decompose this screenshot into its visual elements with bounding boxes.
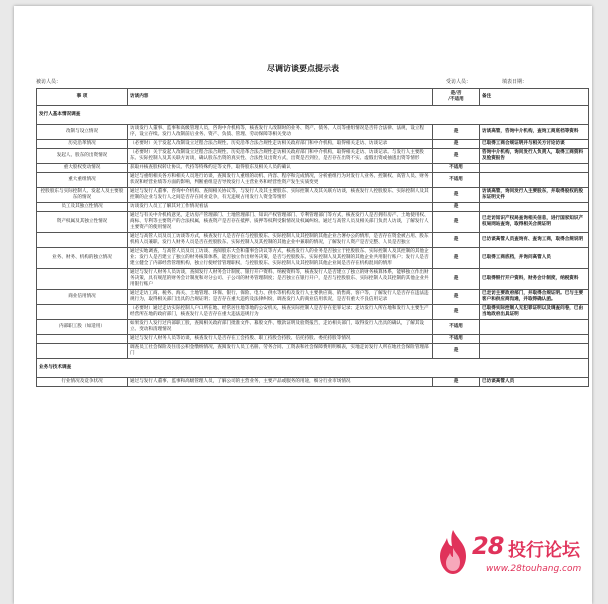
row-remark: 访谈高管，咨询中介机构，查询工商底档等资料 — [480, 125, 589, 140]
row-content: 通过实地调查，与高管人员及员工访谈、查阅股东大会和董事会决议等方式，核查发行人的业务是否独立于控股股东、实际控制人及其控制的其他企业；发行人是否建立了独立的财务核算体系，能否独立作出财务决策，是否与控股股东、实际控制人及其控制的其他企业共用银行账户；发行人是否建立健全了内部经营管理机构，独立行使经营管理职权，与控股股东、实际控制人及其控制的其他企业间是否存在机构混同的情形 — [128, 248, 433, 269]
table-row — [37, 203, 589, 212]
row-yn: 是 — [433, 290, 480, 305]
row-content: 调查员工社会保险及住房公积金缴纳情况，查阅发行人员工名册、劳务合同、工资表和社会保障费用明细表，实地走访发行人所在地社会保险管理部门 — [128, 344, 433, 359]
row-remark: 已取得工商底档，并询问高管人员 — [480, 248, 589, 269]
table-row — [37, 173, 589, 188]
header-yn: 是/否 /不适用 — [433, 89, 480, 106]
table-row — [37, 212, 589, 233]
table-row — [37, 140, 589, 149]
watermark-site: www.28touhang.com — [486, 564, 582, 574]
row-item — [37, 233, 128, 248]
row-yn: 是 — [433, 149, 480, 164]
row-remark: 已访谈高管人员 — [480, 378, 589, 387]
row-item — [37, 305, 128, 320]
row-content: （必要时）关于发起人改制设立过程合法合规性、历史沿革合法合规性走访相关政府部门和中介机构，取得相关走访、访谈记录。与发行人主要股东、实际控制人及其关联方访谈，确认股东出资的真实性、合法性及出资方式，出资是否到位，是否存在出资不实、虚假出资或抽逃出资等情形 — [128, 149, 433, 164]
row-item: 控股股东与实际控制人、发起人及主要股东的情况 — [37, 188, 128, 203]
table-body — [37, 106, 589, 387]
row-content: 通过与高管人员及员工访谈等方式，核查发行人是否存在与控股股东、实际控制人及其控制的其他企业合署办公的情形，是否存在资金被占用、股东机构人员兼职、发行人财务人员是否在控股股东、实际控制人及其控制的其他企业中兼职的情况，了解发行人资产是否完整、人员是否独立 — [128, 233, 433, 248]
section-row — [37, 359, 589, 378]
table-row — [37, 378, 589, 387]
page-title: 尽调访谈要点提示表 — [267, 64, 339, 73]
row-item: 重大股权变动情况 — [37, 164, 128, 173]
row-item: 发起人、股东的出资情况 — [37, 149, 128, 164]
row-yn: 是 — [433, 203, 480, 212]
row-yn: 是 — [433, 305, 480, 320]
row-remark — [480, 173, 589, 188]
row-item: 重大重组情况 — [37, 173, 128, 188]
row-item: 行业情况及竞争状况 — [37, 378, 128, 387]
row-remark: 已取得银行开户资料，财务会计制度，纳税资料 — [480, 269, 589, 290]
row-remark: 已取得工商合规证明并与相关方讨论访谈 — [480, 140, 589, 149]
document-meta — [36, 78, 562, 86]
row-remark — [480, 203, 589, 212]
row-remark: 访谈高管，询问发行人主要股东，并取得股权的股东证明文件 — [480, 188, 589, 203]
row-yn: 是 — [433, 140, 480, 149]
header-remark: 备注 — [480, 89, 589, 106]
row-content: 如果发行人发行过内部职工股，查阅相关政府部门批准文件、募股文件、缴款证明及验资报告，走访相关部门，取得发行人出具的确认，了解其设立、变动和清理情况 — [128, 320, 433, 335]
row-content: 访谈发行人员工了解其对工作情况看法 — [128, 203, 433, 212]
row-item: 资产权属及其独立性情况 — [37, 212, 128, 233]
row-remark: 已走访主要政府部门，并取得合规证明。已与主要客户和供应商沟通，并取得确认函。 — [480, 290, 589, 305]
date-label: 填表日期： — [502, 79, 528, 85]
row-yn: 是 — [433, 233, 480, 248]
row-yn: 不适用 — [433, 335, 480, 344]
row-yn: 是 — [433, 378, 480, 387]
table-row — [37, 344, 589, 359]
row-item: 内部职工股（如适用） — [37, 320, 128, 335]
row-content: 通过与发行人董事、监事和高级管理人员，了解公司的主营业务，主要产品或服务的用途，细分行业市场情况 — [128, 378, 433, 387]
section-title: 业务与技术调查 — [37, 359, 589, 378]
row-remark — [480, 164, 589, 173]
row-content: 通过与发行人财务人员等访谈，核查发行人是否存在工会持股、职工持股会持股、信托持股、委托持股等情况 — [128, 335, 433, 344]
checklist-table — [36, 88, 589, 387]
header-content: 访谈内容 — [128, 89, 433, 106]
document-page — [14, 6, 592, 604]
table-header-row — [37, 89, 589, 106]
row-yn: 是 — [433, 269, 480, 290]
row-yn: 不适用 — [433, 164, 480, 173]
table-row — [37, 164, 589, 173]
section-row — [37, 106, 589, 125]
row-item — [37, 335, 128, 344]
row-remark: 已走访知识产权局查询相关信息，进行国家知识产权局网站查询，取得相关合规证明 — [480, 212, 589, 233]
row-item: 改制与设立情况 — [37, 125, 128, 140]
row-yn: 是 — [433, 344, 480, 359]
row-yn: 是 — [433, 188, 480, 203]
flame-logo-icon — [436, 528, 470, 576]
header-item: 事 项 — [37, 89, 128, 106]
table-row — [37, 248, 589, 269]
row-yn: 是 — [433, 125, 480, 140]
row-item — [37, 344, 128, 359]
row-content: （必要时）关于发起人改制设立过程合法合规性、历史沿革合法合规性走访相关政府部门和中介机构，取得相关走访、访谈记录 — [128, 140, 433, 149]
row-content: 访谈发行人董事、监事和高级管理人员，咨询中介机构等，核查发行人改制时的业务、资产、债务、人员等重组情况是否符合法律、法规，设立程序，设立存续。发行人改制前后业务、资产、负债、管理、劳动保障等相关变动 — [128, 125, 433, 140]
table-row — [37, 233, 589, 248]
row-yn: 不适用 — [433, 173, 480, 188]
table-row — [37, 335, 589, 344]
row-content: 通过与发行人董事、咨询中介机构、查阅相关协议等，与发行人及其主要股东、实际控制人及其关联方访谈，核查发行人控股股东、实际控制人及其控制的企业与发行人之间是否存在同业竞争，有无违规占用发行人资金等情形 — [128, 188, 433, 203]
row-remark — [480, 335, 589, 344]
table-row — [37, 149, 589, 164]
table-row — [37, 290, 589, 305]
row-content: 通过走访工商、税务、海关、土地管理、环保、银行、保险、电力、供水等机构及发行人主要供应商、销售商、客户等，了解发行人是否存在违法违规行为，取得相关部门出具的合规证明；是否存在重大违约及法律纠纷，调查发行人的商业信用状况，是否有重大不良信用记录 — [128, 290, 433, 305]
row-remark — [480, 344, 589, 359]
row-remark: 已访谈高管人员查询有、查询工商，取得合规说明 — [480, 233, 589, 248]
watermark-number: 28 — [472, 532, 504, 560]
row-content: 获取并核查股权转让协议、代持等特殊约定等文件，取得股东及相关人员的确认 — [128, 164, 433, 173]
interviewee-label: 被访人员： — [36, 79, 62, 85]
section-title: 发行人基本情况调查 — [37, 106, 589, 125]
watermark-brand: 投行论坛 — [508, 540, 580, 561]
table-row — [37, 188, 589, 203]
row-item: 商业信用情况 — [37, 290, 128, 305]
row-content: 通过与重组相关各方和相关人员进行访谈，查阅发行人重组的动机、内容、程序和完成情况，分析重组行为对发行人业务、控制权、高管人员、财务状况和经营业绩等方面的影响，判断重组是否导致发行人主营业务和经营性资产发生实质变更 — [128, 173, 433, 188]
table-row — [37, 320, 589, 335]
row-yn: 不适用 — [433, 320, 480, 335]
row-content: 通过与发行人财务人员访谈，查阅发行人财务会计制度、银行开户资料、纳税资料等，核查发行人是否建立了独立的财务核算体系，能够独立作出财务决策，具有规范的财务会计制度和对分公司、子公司的财务管理制度；是否独立在银行开户，是否与控股股东、实际控制人及其控制的其他企业共用银行账户 — [128, 269, 433, 290]
row-yn: 是 — [433, 212, 480, 233]
row-remark: 咨询中介机构，询问发行人负责人，取得工商资料及验资报告 — [480, 149, 589, 164]
table-row — [37, 269, 589, 290]
row-item: 业务、财务、机构的独立情况 — [37, 248, 128, 269]
row-item: 历史沿革情况 — [37, 140, 128, 149]
interviewer-label: 受访人员： — [446, 79, 472, 85]
row-content: 通过与有关中介机构意见，走访房产管理部门、土地管理部门、知识产权管理部门、专利管理部门等方式，核查发行人是否拥有房产、土地使用权、商标、专利等主要资产的合法权属，核查资产是否存在抵押、质押等权利受限情况及权属纠纷。通过与高管人员及相关部门负责人访谈，了解发行人主要资产的使用情况 — [128, 212, 433, 233]
row-yn: 是 — [433, 248, 480, 269]
table-row — [37, 125, 589, 140]
row-remark — [480, 320, 589, 335]
table-row — [37, 305, 589, 320]
watermark — [432, 526, 592, 584]
row-remark: 已取得实际控制人无犯罪证明以及调查问卷，已由当地政府出具证明 — [480, 305, 589, 320]
row-item: 员工及其独立性情况 — [37, 203, 128, 212]
row-content: （必要时）通过走访实际控制人户口所在地、经常居住地等地的公安机关，核查实际控制人是否存在犯罪记录；走访发行人所在地和发行人主要生产经营所在地的政府部门，核查发行人是否存在重大违法违规行为 — [128, 305, 433, 320]
row-item — [37, 269, 128, 290]
